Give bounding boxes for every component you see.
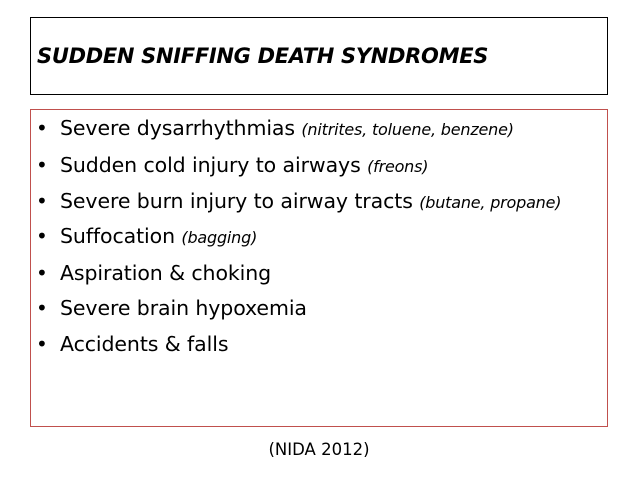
list-item xyxy=(31,153,607,179)
item-note: (nitrites, toluene, benzene) xyxy=(301,120,514,139)
citation: (NIDA 2012) xyxy=(268,440,370,459)
title-box xyxy=(30,17,608,95)
bullet-icon: • xyxy=(36,189,48,213)
item-text: Severe burn injury to airway tracts xyxy=(60,189,413,213)
bullet-icon: • xyxy=(36,116,48,140)
item-note: (bagging) xyxy=(181,228,258,247)
item-text: Severe brain hypoxemia xyxy=(60,296,307,320)
bullet-icon: • xyxy=(36,224,48,248)
item-text: Accidents & falls xyxy=(60,331,229,356)
bullet-icon: • xyxy=(36,331,48,356)
list-item xyxy=(31,332,607,357)
item-text: Aspiration & choking xyxy=(60,260,272,285)
content-box xyxy=(30,109,608,427)
item-text: Suffocation xyxy=(60,224,175,248)
list-item xyxy=(31,116,607,142)
bullet-icon: • xyxy=(36,152,48,177)
slide-title: SUDDEN SNIFFING DEATH SYNDROMES xyxy=(37,44,489,68)
item-text: Severe dysarrhythmias xyxy=(60,116,295,140)
list-item xyxy=(31,224,607,250)
item-note: (freons) xyxy=(367,156,429,176)
list-item xyxy=(31,296,607,321)
list-item xyxy=(31,189,607,215)
bullet-icon: • xyxy=(36,296,48,320)
bullet-list xyxy=(31,116,607,357)
item-note: (butane, propane) xyxy=(419,193,562,212)
item-text: Sudden cold injury to airways xyxy=(60,152,361,177)
bullet-icon: • xyxy=(36,260,48,285)
list-item xyxy=(31,261,607,286)
